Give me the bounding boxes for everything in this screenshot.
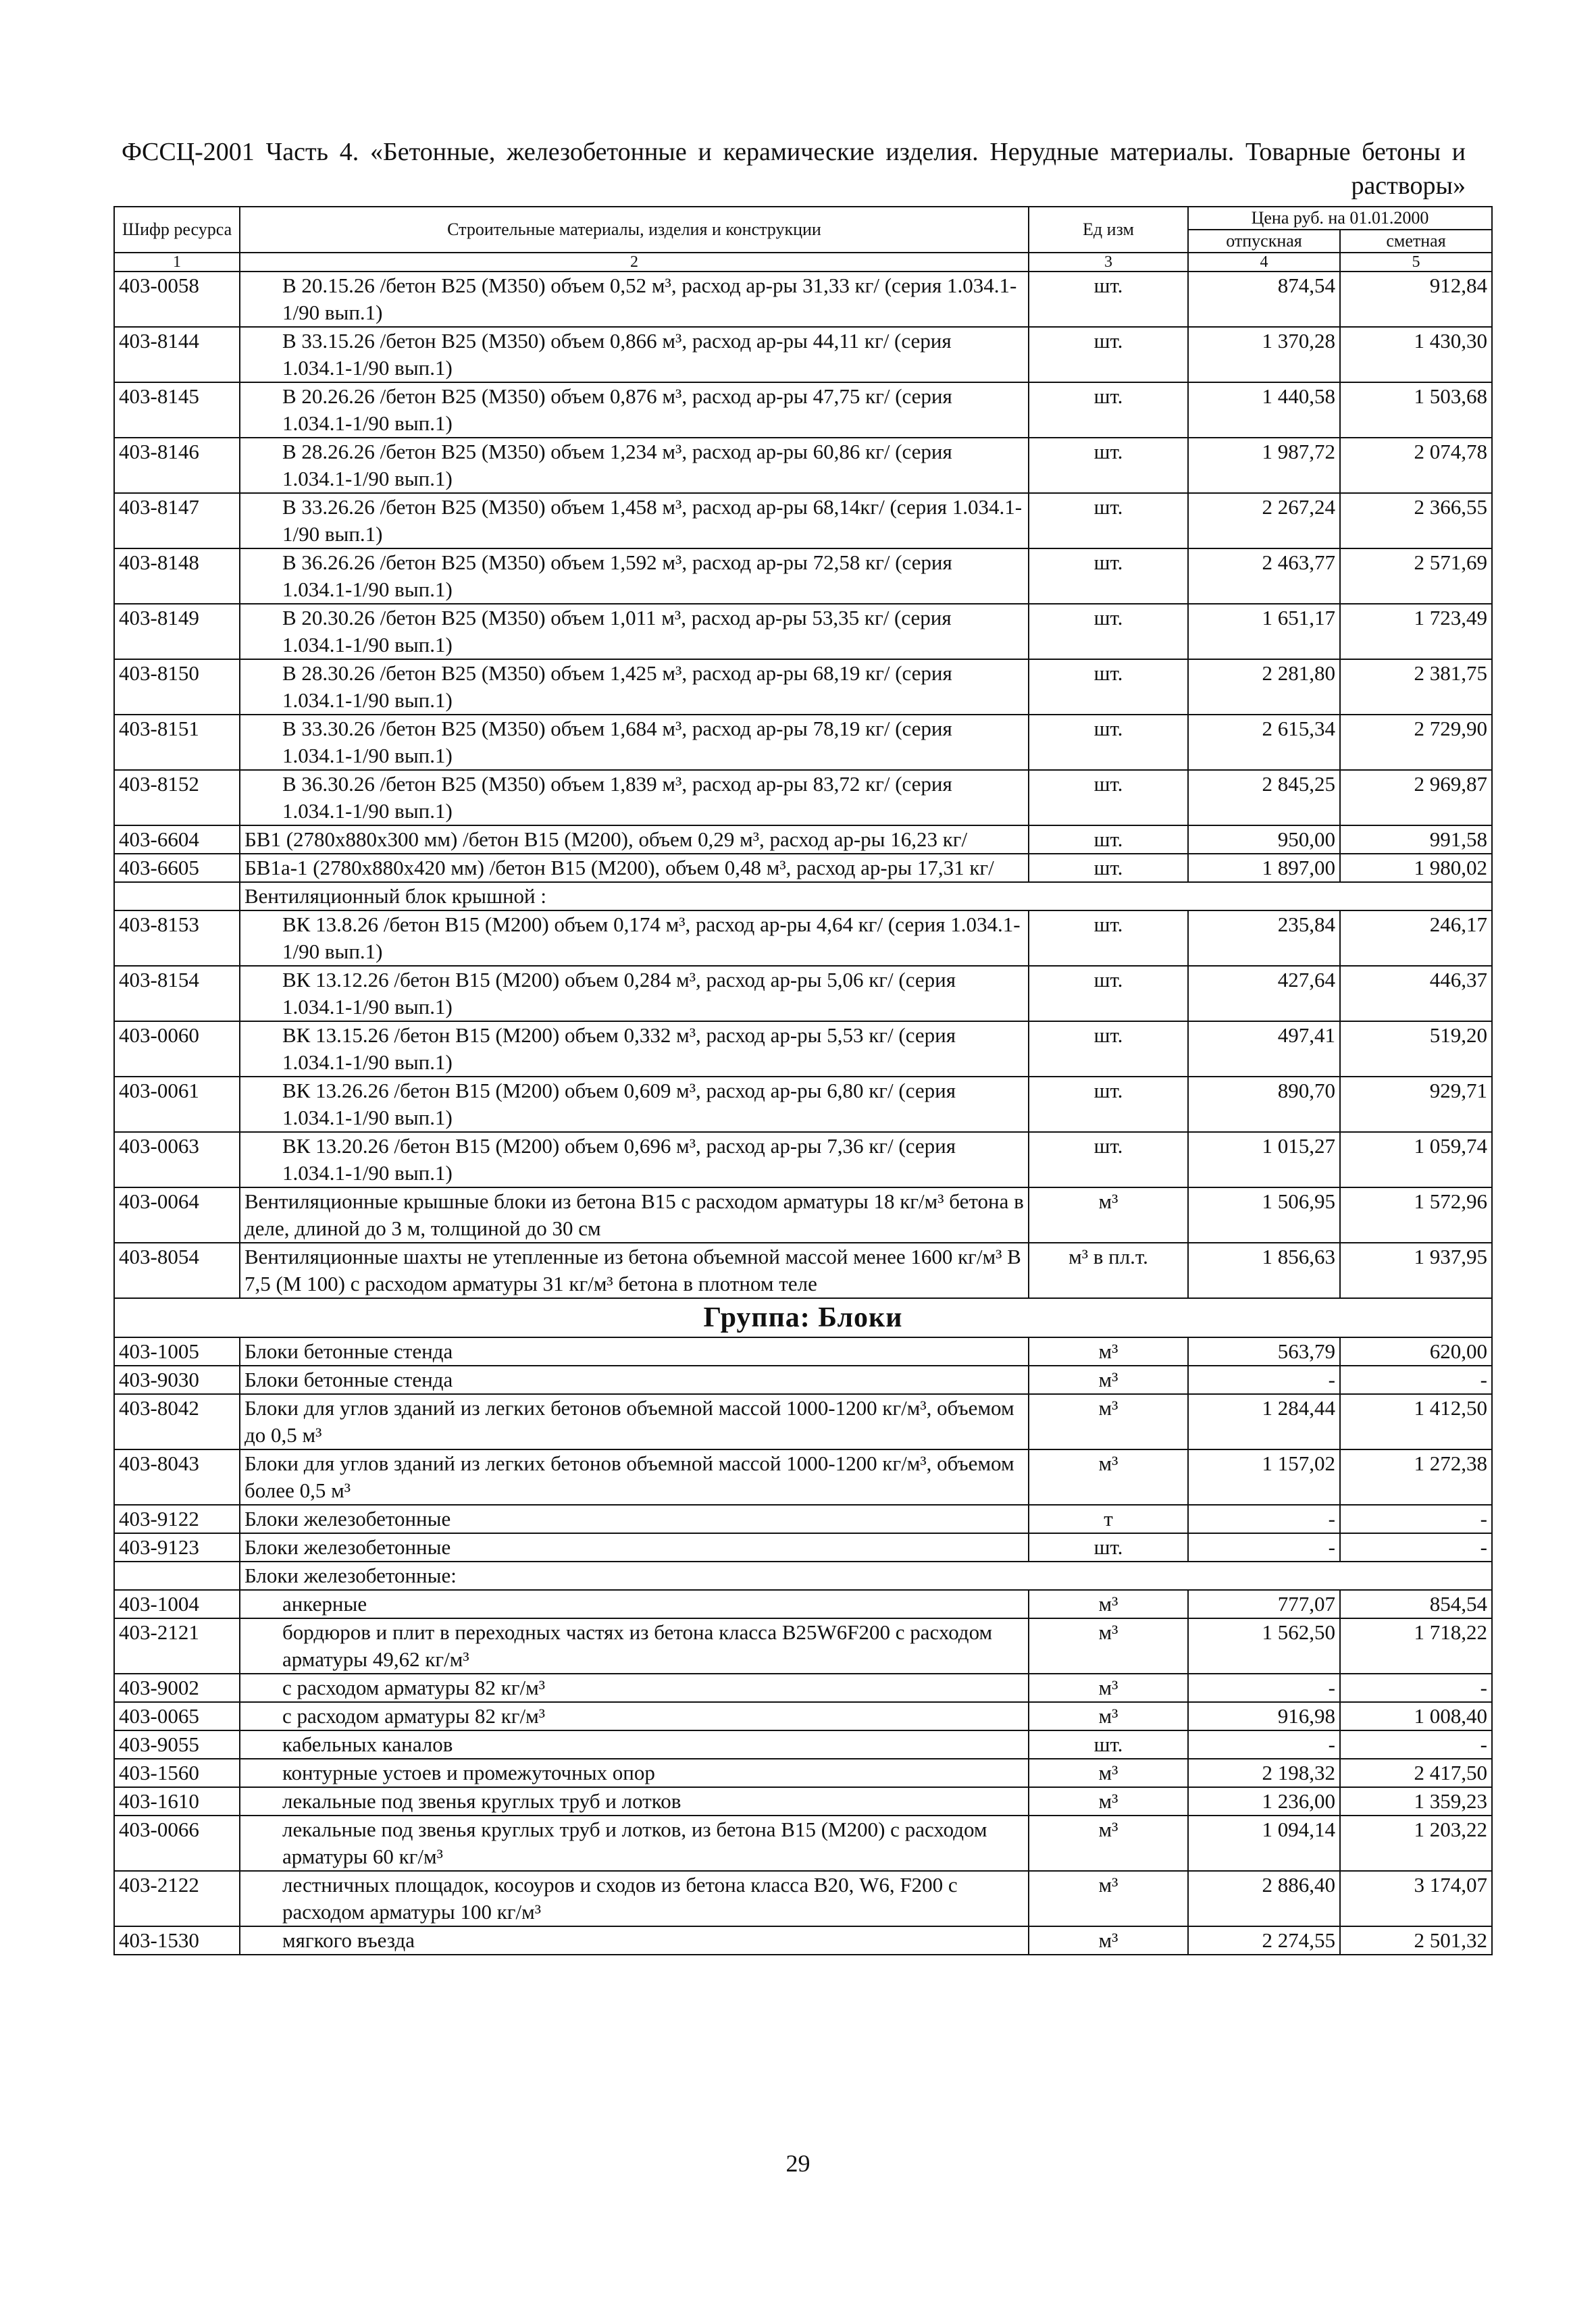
estimate-price-cell: 854,54	[1340, 1590, 1492, 1618]
description-cell: ВК 13.26.26 /бетон В15 (М200) объем 0,609 м³, расход ар-ры 6,80 кг/ (серия 1.034.1-1/90 вып.1)	[240, 1077, 1029, 1132]
release-price-cell: 1 651,17	[1188, 604, 1340, 659]
release-price-cell: 2 274,55	[1188, 1926, 1340, 1955]
unit-cell: м³ в пл.т.	[1029, 1243, 1188, 1298]
release-price-cell: 2 615,34	[1188, 715, 1340, 770]
estimate-price-cell: 929,71	[1340, 1077, 1492, 1132]
unit-cell: шт.	[1029, 493, 1188, 548]
table-row	[114, 493, 1492, 548]
estimate-price-cell: 2 381,75	[1340, 659, 1492, 715]
table-row	[114, 1505, 1492, 1533]
unit-cell: м³	[1029, 1926, 1188, 1955]
table-row	[114, 1187, 1492, 1243]
unit-cell: м³	[1029, 1702, 1188, 1730]
description-cell: контурные устоев и промежуточных опор	[240, 1759, 1029, 1787]
table-row	[114, 1533, 1492, 1562]
resource-code-cell: 403-1004	[114, 1590, 240, 1618]
resource-code-cell: 403-9123	[114, 1533, 240, 1562]
estimate-price-cell: 1 203,22	[1340, 1816, 1492, 1871]
table-row	[114, 966, 1492, 1021]
estimate-price-cell: 1 572,96	[1340, 1187, 1492, 1243]
estimate-price-cell: -	[1340, 1366, 1492, 1394]
estimate-price-cell: 519,20	[1340, 1021, 1492, 1077]
estimate-price-cell: 2 571,69	[1340, 548, 1492, 604]
description-cell: Блоки для углов зданий из легких бетонов объемной массой 1000-1200 кг/м³, объемом до 0,5 м³	[240, 1394, 1029, 1449]
description-cell: В 28.30.26 /бетон В25 (М350) объем 1,425 м³, расход ар-ры 68,19 кг/ (серия 1.034.1-1/90 вып.1)	[240, 659, 1029, 715]
description-cell: с расходом арматуры 82 кг/м³	[240, 1674, 1029, 1702]
release-price-cell: 1 562,50	[1188, 1618, 1340, 1674]
release-price-cell: 950,00	[1188, 825, 1340, 854]
release-price-cell: -	[1188, 1505, 1340, 1533]
section-heading-row	[114, 882, 1492, 910]
header-estimate-price: сметная	[1340, 230, 1492, 253]
resource-code-cell: 403-8043	[114, 1449, 240, 1505]
table-row	[114, 659, 1492, 715]
description-cell: Блоки бетонные стенда	[240, 1337, 1029, 1366]
resource-code-cell: 403-2122	[114, 1871, 240, 1926]
table-row	[114, 1674, 1492, 1702]
column-number: 1	[114, 253, 240, 272]
release-price-cell: 1 157,02	[1188, 1449, 1340, 1505]
table-row	[114, 438, 1492, 493]
unit-cell: м³	[1029, 1590, 1188, 1618]
description-cell: БВ1 (2780х880х300 мм) /бетон В15 (М200), объем 0,29 м³, расход ар-ры 16,23 кг/	[240, 825, 1029, 854]
description-cell: В 20.15.26 /бетон В25 (М350) объем 0,52 м³, расход ар-ры 31,33 кг/ (серия 1.034.1-1/90 вып.1)	[240, 272, 1029, 327]
table-row	[114, 1926, 1492, 1955]
description-cell: ВК 13.8.26 /бетон В15 (М200) объем 0,174 м³, расход ар-ры 4,64 кг/ (серия 1.034.1-1/90 вып.1)	[240, 910, 1029, 966]
resource-code-cell: 403-8146	[114, 438, 240, 493]
estimate-price-cell: -	[1340, 1674, 1492, 1702]
page-number: 29	[786, 2150, 810, 2177]
resource-code-cell: 403-8150	[114, 659, 240, 715]
empty-cell	[114, 882, 240, 910]
header-unit: Ед изм	[1029, 207, 1188, 253]
resource-code-cell: 403-1560	[114, 1759, 240, 1787]
table-row	[114, 825, 1492, 854]
estimate-price-cell: 446,37	[1340, 966, 1492, 1021]
estimate-price-cell: 1 503,68	[1340, 382, 1492, 438]
table-row	[114, 910, 1492, 966]
estimate-price-cell: 1 723,49	[1340, 604, 1492, 659]
release-price-cell: -	[1188, 1674, 1340, 1702]
resource-code-cell: 403-8152	[114, 770, 240, 825]
description-cell: В 20.30.26 /бетон В25 (М350) объем 1,011 м³, расход ар-ры 53,35 кг/ (серия 1.034.1-1/90 вып.1)	[240, 604, 1029, 659]
release-price-cell: 1 856,63	[1188, 1243, 1340, 1298]
description-cell: В 20.26.26 /бетон В25 (М350) объем 0,876 м³, расход ар-ры 47,75 кг/ (серия 1.034.1-1/90 вып.1)	[240, 382, 1029, 438]
unit-cell: шт.	[1029, 327, 1188, 382]
release-price-cell: 2 886,40	[1188, 1871, 1340, 1926]
description-cell: Блоки железобетонные	[240, 1533, 1029, 1562]
resource-code-cell: 403-8149	[114, 604, 240, 659]
unit-cell: шт.	[1029, 272, 1188, 327]
table-row	[114, 715, 1492, 770]
estimate-price-cell: 991,58	[1340, 825, 1492, 854]
table-row	[114, 1816, 1492, 1871]
header-release-price: отпускная	[1188, 230, 1340, 253]
unit-cell: шт.	[1029, 854, 1188, 882]
description-cell: Блоки бетонные стенда	[240, 1366, 1029, 1394]
resource-code-cell: 403-8145	[114, 382, 240, 438]
unit-cell: м³	[1029, 1337, 1188, 1366]
estimate-price-cell: 2 969,87	[1340, 770, 1492, 825]
description-cell: В 33.15.26 /бетон В25 (М350) объем 0,866 м³, расход ар-ры 44,11 кг/ (серия 1.034.1-1/90 вып.1)	[240, 327, 1029, 382]
description-cell: ВК 13.15.26 /бетон В15 (М200) объем 0,332 м³, расход ар-ры 5,53 кг/ (серия 1.034.1-1/90 вып.1)	[240, 1021, 1029, 1077]
unit-cell: шт.	[1029, 910, 1188, 966]
page-header	[122, 135, 1466, 203]
resource-code-cell: 403-0063	[114, 1132, 240, 1187]
table-row	[114, 604, 1492, 659]
release-price-cell: 890,70	[1188, 1077, 1340, 1132]
release-price-cell: 235,84	[1188, 910, 1340, 966]
estimate-price-cell: 1 937,95	[1340, 1243, 1492, 1298]
column-number: 5	[1340, 253, 1492, 272]
section-heading: Блоки железобетонные:	[240, 1562, 1492, 1590]
description-cell: бордюров и плит в переходных частях из бетона класса B25W6F200 с расходом арматуры 49,62 кг/м³	[240, 1618, 1029, 1674]
resource-code-cell: 403-8151	[114, 715, 240, 770]
unit-cell: м³	[1029, 1449, 1188, 1505]
unit-cell: шт.	[1029, 1132, 1188, 1187]
table-body	[114, 272, 1492, 1955]
unit-cell: м³	[1029, 1871, 1188, 1926]
estimate-price-cell: 1 359,23	[1340, 1787, 1492, 1816]
unit-cell: м³	[1029, 1674, 1188, 1702]
price-table	[113, 206, 1493, 1955]
release-price-cell: 1 015,27	[1188, 1132, 1340, 1187]
resource-code-cell: 403-9122	[114, 1505, 240, 1533]
estimate-price-cell: 2 366,55	[1340, 493, 1492, 548]
unit-cell: шт.	[1029, 438, 1188, 493]
unit-cell: шт.	[1029, 1730, 1188, 1759]
unit-cell: шт.	[1029, 382, 1188, 438]
release-price-cell: 874,54	[1188, 272, 1340, 327]
table-row	[114, 1702, 1492, 1730]
table-row	[114, 1449, 1492, 1505]
estimate-price-cell: 912,84	[1340, 272, 1492, 327]
resource-code-cell: 403-1610	[114, 1787, 240, 1816]
estimate-price-cell: 1 980,02	[1340, 854, 1492, 882]
resource-code-cell: 403-8153	[114, 910, 240, 966]
table-row	[114, 1618, 1492, 1674]
column-number: 2	[240, 253, 1029, 272]
release-price-cell: 777,07	[1188, 1590, 1340, 1618]
resource-code-cell: 403-8144	[114, 327, 240, 382]
resource-code-cell: 403-9030	[114, 1366, 240, 1394]
description-cell: с расходом арматуры 82 кг/м³	[240, 1702, 1029, 1730]
table-row	[114, 854, 1492, 882]
table-row	[114, 1021, 1492, 1077]
resource-code-cell: 403-0065	[114, 1702, 240, 1730]
description-cell: лестничных площадок, косоуров и сходов из бетона класса В20, W6, F200 с расходом арматуры 100 кг/м³	[240, 1871, 1029, 1926]
estimate-price-cell: 1 272,38	[1340, 1449, 1492, 1505]
table-row	[114, 1366, 1492, 1394]
resource-code-cell: 403-0066	[114, 1816, 240, 1871]
release-price-cell: 427,64	[1188, 966, 1340, 1021]
table-row	[114, 1394, 1492, 1449]
table-row	[114, 1132, 1492, 1187]
resource-code-cell: 403-6605	[114, 854, 240, 882]
resource-code-cell: 403-8147	[114, 493, 240, 548]
unit-cell: шт.	[1029, 825, 1188, 854]
column-number: 4	[1188, 253, 1340, 272]
resource-code-cell: 403-9002	[114, 1674, 240, 1702]
resource-code-cell: 403-0058	[114, 272, 240, 327]
release-price-cell: 1 094,14	[1188, 1816, 1340, 1871]
table-row	[114, 1243, 1492, 1298]
unit-cell: шт.	[1029, 659, 1188, 715]
estimate-price-cell: -	[1340, 1533, 1492, 1562]
table-row	[114, 1077, 1492, 1132]
resource-code-cell: 403-6604	[114, 825, 240, 854]
header-price: Цена руб. на 01.01.2000	[1188, 207, 1492, 230]
release-price-cell: 1 284,44	[1188, 1394, 1340, 1449]
unit-cell: шт.	[1029, 604, 1188, 659]
estimate-price-cell: 2 417,50	[1340, 1759, 1492, 1787]
group-heading-row	[114, 1298, 1492, 1337]
unit-cell: шт.	[1029, 1077, 1188, 1132]
resource-code-cell: 403-0060	[114, 1021, 240, 1077]
unit-cell: м³	[1029, 1187, 1188, 1243]
description-cell: В 33.26.26 /бетон В25 (М350) объем 1,458 м³, расход ар-ры 68,14кг/ (серия 1.034.1-1/90 вып.1)	[240, 493, 1029, 548]
description-cell: В 36.30.26 /бетон В25 (М350) объем 1,839 м³, расход ар-ры 83,72 кг/ (серия 1.034.1-1/90 вып.1)	[240, 770, 1029, 825]
estimate-price-cell: 3 174,07	[1340, 1871, 1492, 1926]
release-price-cell: 916,98	[1188, 1702, 1340, 1730]
description-cell: Вентиляционные шахты не утепленные из бетона объемной массой менее 1600 кг/м³ В 7,5 (М 100) с расходом арматуры 31 кг/м³ бетона в плотном теле	[240, 1243, 1029, 1298]
table-row	[114, 1787, 1492, 1816]
unit-cell: шт.	[1029, 1533, 1188, 1562]
unit-cell: м³	[1029, 1366, 1188, 1394]
table-row	[114, 770, 1492, 825]
resource-code-cell: 403-1005	[114, 1337, 240, 1366]
description-cell: В 36.26.26 /бетон В25 (М350) объем 1,592 м³, расход ар-ры 72,58 кг/ (серия 1.034.1-1/90 вып.1)	[240, 548, 1029, 604]
description-cell: Блоки для углов зданий из легких бетонов объемной массой 1000-1200 кг/м³, объемом более 0,5 м³	[240, 1449, 1029, 1505]
table-row	[114, 1337, 1492, 1366]
unit-cell: шт.	[1029, 548, 1188, 604]
description-cell: лекальные под звенья круглых труб и лотков, из бетона В15 (М200) с расходом арматуры 60 кг/м³	[240, 1816, 1029, 1871]
estimate-price-cell: -	[1340, 1730, 1492, 1759]
unit-cell: м³	[1029, 1618, 1188, 1674]
release-price-cell: 2 463,77	[1188, 548, 1340, 604]
unit-cell: шт.	[1029, 966, 1188, 1021]
release-price-cell: 2 267,24	[1188, 493, 1340, 548]
description-cell: БВ1а-1 (2780х880х420 мм) /бетон В15 (М200), объем 0,48 м³, расход ар-ры 17,31 кг/	[240, 854, 1029, 882]
resource-code-cell: 403-2121	[114, 1618, 240, 1674]
table-row	[114, 1759, 1492, 1787]
description-cell: мягкого въезда	[240, 1926, 1029, 1955]
release-price-cell: 1 236,00	[1188, 1787, 1340, 1816]
release-price-cell: 497,41	[1188, 1021, 1340, 1077]
release-price-cell: 1 987,72	[1188, 438, 1340, 493]
table-row	[114, 548, 1492, 604]
group-heading: Группа: Блоки	[114, 1298, 1492, 1337]
description-cell: ВК 13.12.26 /бетон В15 (М200) объем 0,284 м³, расход ар-ры 5,06 кг/ (серия 1.034.1-1/90 вып.1)	[240, 966, 1029, 1021]
estimate-price-cell: 2 074,78	[1340, 438, 1492, 493]
estimate-price-cell: 1 430,30	[1340, 327, 1492, 382]
estimate-price-cell: 1 059,74	[1340, 1132, 1492, 1187]
section-heading-row	[114, 1562, 1492, 1590]
section-heading: Вентиляционный блок крышной :	[240, 882, 1492, 910]
column-number: 3	[1029, 253, 1188, 272]
resource-code-cell: 403-8148	[114, 548, 240, 604]
resource-code-cell: 403-1530	[114, 1926, 240, 1955]
header-code: Шифр ресурса	[114, 207, 240, 253]
estimate-price-cell: 1 412,50	[1340, 1394, 1492, 1449]
description-cell: кабельных каналов	[240, 1730, 1029, 1759]
unit-cell: т	[1029, 1505, 1188, 1533]
release-price-cell: 1 506,95	[1188, 1187, 1340, 1243]
release-price-cell: 563,79	[1188, 1337, 1340, 1366]
table-row	[114, 1590, 1492, 1618]
resource-code-cell: 403-0061	[114, 1077, 240, 1132]
estimate-price-cell: 246,17	[1340, 910, 1492, 966]
unit-cell: шт.	[1029, 770, 1188, 825]
resource-code-cell: 403-9055	[114, 1730, 240, 1759]
description-cell: лекальные под звенья круглых труб и лотков	[240, 1787, 1029, 1816]
resource-code-cell: 403-8154	[114, 966, 240, 1021]
empty-cell	[114, 1562, 240, 1590]
unit-cell: м³	[1029, 1816, 1188, 1871]
release-price-cell: 1 370,28	[1188, 327, 1340, 382]
release-price-cell: 2 845,25	[1188, 770, 1340, 825]
resource-code-cell: 403-0064	[114, 1187, 240, 1243]
description-cell: В 33.30.26 /бетон В25 (М350) объем 1,684 м³, расход ар-ры 78,19 кг/ (серия 1.034.1-1/90 вып.1)	[240, 715, 1029, 770]
unit-cell: м³	[1029, 1759, 1188, 1787]
release-price-cell: -	[1188, 1366, 1340, 1394]
table-row	[114, 382, 1492, 438]
estimate-price-cell: 620,00	[1340, 1337, 1492, 1366]
description-cell: анкерные	[240, 1590, 1029, 1618]
resource-code-cell: 403-8042	[114, 1394, 240, 1449]
release-price-cell: 1 440,58	[1188, 382, 1340, 438]
release-price-cell: 2 281,80	[1188, 659, 1340, 715]
table-row	[114, 327, 1492, 382]
estimate-price-cell: 1 008,40	[1340, 1702, 1492, 1730]
release-price-cell: -	[1188, 1533, 1340, 1562]
estimate-price-cell: -	[1340, 1505, 1492, 1533]
table-row	[114, 272, 1492, 327]
table-row	[114, 1871, 1492, 1926]
description-cell: Вентиляционные крышные блоки из бетона В15 с расходом арматуры 18 кг/м³ бетона в деле, длиной до 3 м, толщиной до 30 см	[240, 1187, 1029, 1243]
price-table-container	[113, 206, 1491, 1955]
unit-cell: м³	[1029, 1394, 1188, 1449]
description-cell: Блоки железобетонные	[240, 1505, 1029, 1533]
unit-cell: шт.	[1029, 715, 1188, 770]
description-cell: ВК 13.20.26 /бетон В15 (М200) объем 0,696 м³, расход ар-ры 7,36 кг/ (серия 1.034.1-1/90 вып.1)	[240, 1132, 1029, 1187]
document-title: ФССЦ-2001 Часть 4. «Бетонные, железобетонные и керамические изделия. Нерудные материалы. Товарные бетоны и растворы»	[122, 138, 1466, 200]
release-price-cell: -	[1188, 1730, 1340, 1759]
estimate-price-cell: 2 729,90	[1340, 715, 1492, 770]
release-price-cell: 2 198,32	[1188, 1759, 1340, 1787]
resource-code-cell: 403-8054	[114, 1243, 240, 1298]
table-row	[114, 1730, 1492, 1759]
header-name: Строительные материалы, изделия и конструкции	[240, 207, 1029, 253]
estimate-price-cell: 1 718,22	[1340, 1618, 1492, 1674]
estimate-price-cell: 2 501,32	[1340, 1926, 1492, 1955]
description-cell: В 28.26.26 /бетон В25 (М350) объем 1,234 м³, расход ар-ры 60,86 кг/ (серия 1.034.1-1/90 вып.1)	[240, 438, 1029, 493]
unit-cell: шт.	[1029, 1021, 1188, 1077]
release-price-cell: 1 897,00	[1188, 854, 1340, 882]
unit-cell: м³	[1029, 1787, 1188, 1816]
